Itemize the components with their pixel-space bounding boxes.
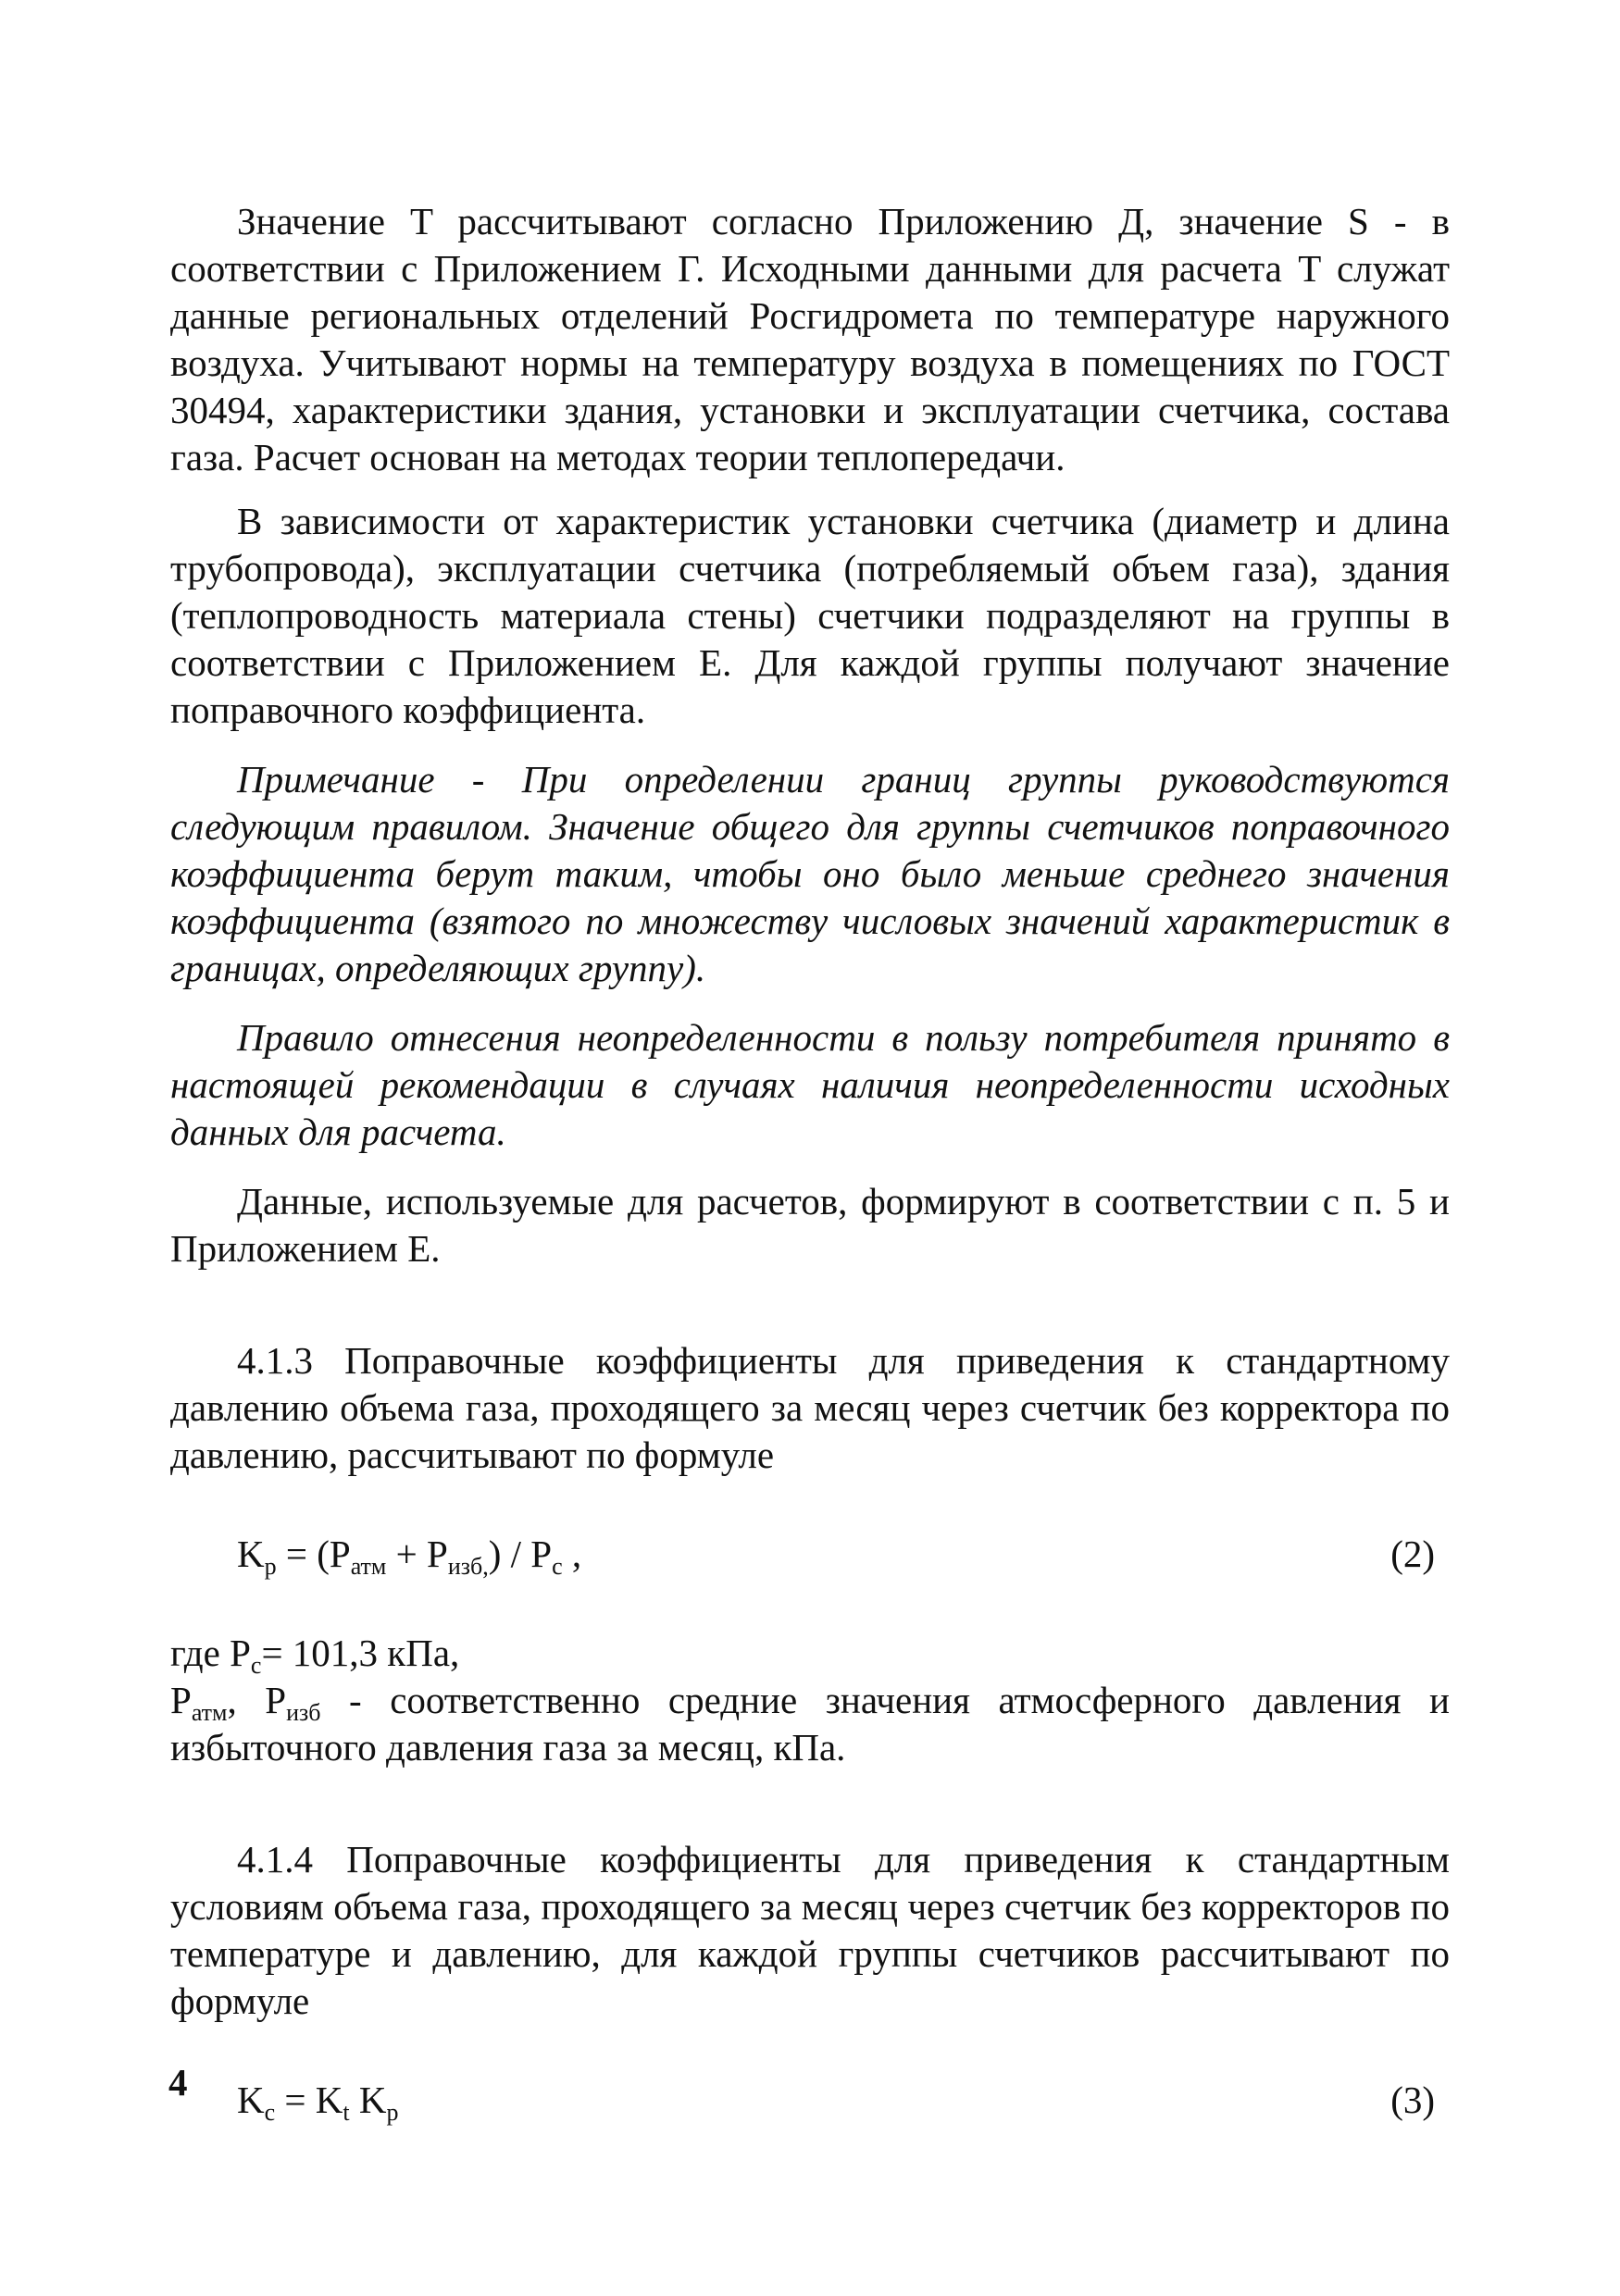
page-number: 4	[168, 2061, 188, 2104]
note-group-boundaries: Примечание - При определении границ группы руководствуются следующим правилом. Значение общего для группы счетчиков поправочного коэффициента берут таким, чтобы оно было меньше среднего значения коэффициента (взятого по множеству числовых значений характеристик в границах, определяющих группу).	[170, 758, 1450, 989]
formula-3-number: (3)	[1390, 2079, 1435, 2121]
formula-2-expression: $K_p = (P_{атм} + P_{изб,}) / P_c$ ,	[237, 1533, 582, 1580]
formula-3-expression: $K_c = K_t$ $K_p$	[237, 2079, 399, 2126]
section-4-1-4: 4.1.4 Поправочные коэффициенты для приведения к стандартным условиям объема газа, проходящего за месяц через счетчик без корректоров по температуре и давлению, для каждой группы счетчиков рассчитывают по формуле	[170, 1838, 1450, 2022]
formula-2	[170, 1531, 1450, 1578]
formula-2-number: (2)	[1390, 1533, 1435, 1575]
body-text	[170, 198, 1450, 2176]
where-pressure-definitions: $P_{атм}$, $P_{изб}$ - соответственно средние значения атмосферного давления и избыточного давления газа за месяц, кПа.	[170, 1679, 1450, 1769]
formula-3	[170, 2077, 1450, 2124]
section-4-1-3: 4.1.3 Поправочные коэффициенты для приведения к стандартному давлению объема газа, проходящего за месяц через счетчик без корректора по давлению, рассчитывают по формуле	[170, 1339, 1450, 1476]
paragraph-t-calculation: Значение T рассчитывают согласно Приложению Д, значение S - в соответствии с Приложением Г. Исходными данными для расчета T служат данные региональных отделений Росгидромета по температуре наружного воздуха. Учитывают нормы на температуру воздуха в помещениях по ГОСТ 30494, характеристики здания, установки и эксплуатации счетчика, состава газа. Расчет основан на методах теории теплопередачи.	[170, 200, 1450, 478]
note-uncertainty-rule: Правило отнесения неопределенности в пользу потребителя принято в настоящей рекомендации в случаях наличия неопределенности исходных данных для расчета.	[170, 1016, 1450, 1153]
paragraph-data-source: Данные, используемые для расчетов, формируют в соответствии с п. 5 и Приложением Е.	[170, 1180, 1450, 1270]
paragraph-meter-groups: В зависимости от характеристик установки счетчика (диаметр и длина трубопровода), эксплуатации счетчика (потребляемый объем газа), здания (теплопроводность материала стены) счетчики подразделяют на группы в соответствии с Приложением Е. Для каждой группы получают значение поправочного коэффициента.	[170, 500, 1450, 731]
where-pc-line: где $P_c= 101,3$ кПа,	[170, 1632, 460, 1679]
